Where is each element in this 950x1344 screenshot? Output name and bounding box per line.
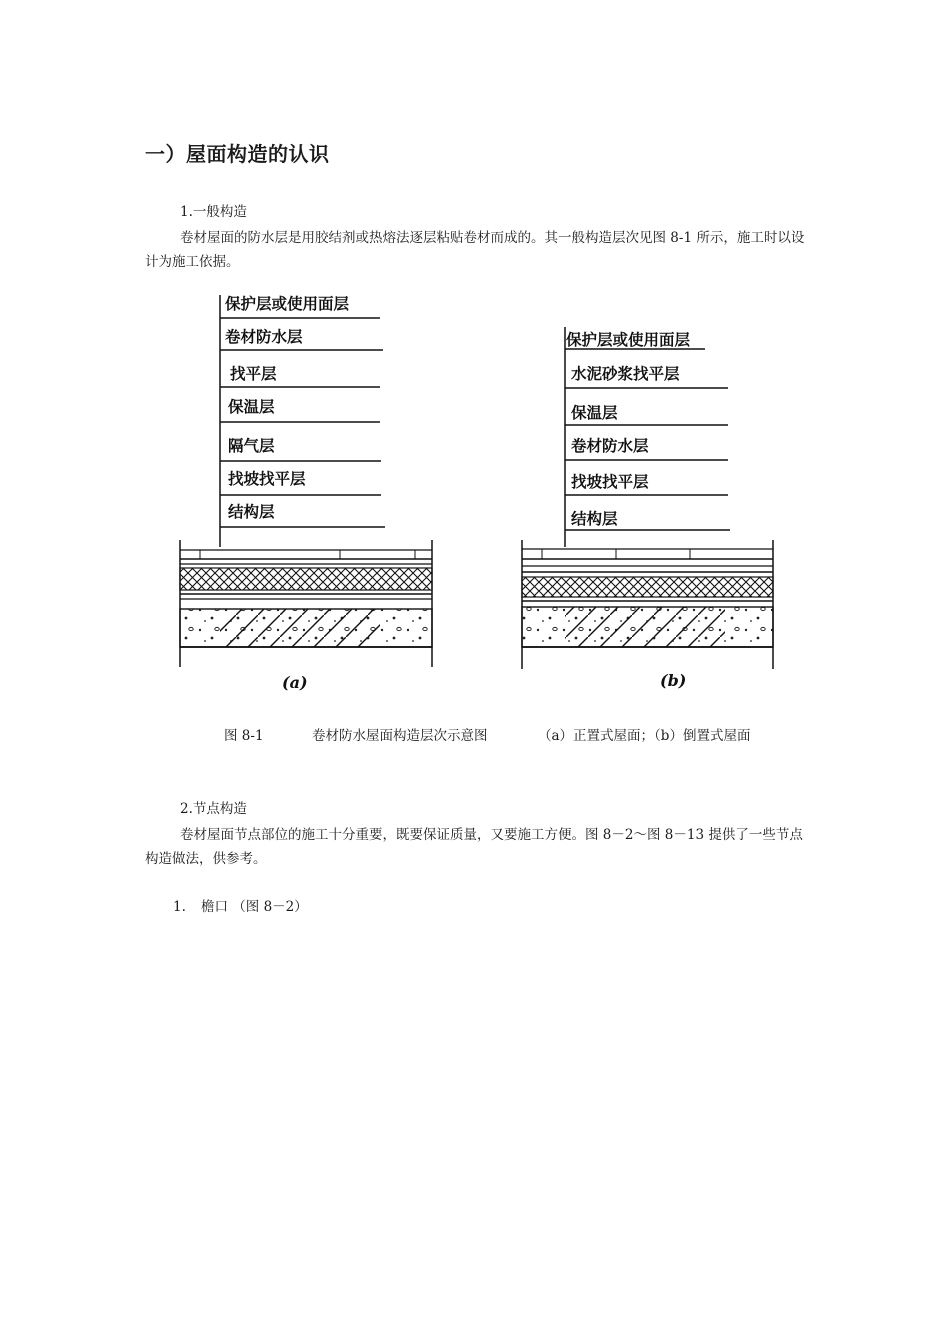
layer-a-5: 隔气层 (228, 437, 275, 455)
roof-layers-figure (170, 285, 790, 705)
layer-a-6: 找坡找平层 (228, 470, 306, 488)
layer-b-1: 保护层或使用面层 (566, 331, 691, 349)
layer-a-1: 保护层或使用面层 (225, 295, 350, 313)
layer-b-2: 水泥砂浆找平层 (571, 365, 680, 383)
layer-a-4: 保温层 (228, 398, 275, 416)
label-a: (a) (282, 673, 308, 692)
section-title: 一）屋面构造的认识 (145, 142, 330, 166)
label-b: (b) (660, 671, 687, 690)
section1-paragraph: 卷材屋面的防水层是用胶结剂或热熔法逐层粘贴卷材而成的。其一般构造层次见图 8-1 所示，施工时以设计为施工依据。 (145, 230, 805, 270)
layer-b-4: 卷材防水层 (571, 437, 649, 455)
layer-b-6: 结构层 (571, 510, 618, 528)
section1-heading: 1.一般构造 (180, 204, 247, 220)
caption-figure-number: 图 8-1 (224, 728, 264, 744)
layer-a-3: 找平层 (230, 365, 277, 383)
list-item (173, 895, 308, 919)
list-item-number: 1. (173, 899, 186, 915)
caption-subtitle: （a）正置式屋面；（b）倒置式屋面 (538, 728, 751, 744)
section2-paragraph: 卷材屋面节点部位的施工十分重要，既要保证质量，又要施工方便。图 8－2～图 8－13 提供了一些节点构造做法，供参考。 (145, 827, 803, 867)
diagram-b (522, 327, 773, 690)
layer-b-5: 找坡找平层 (571, 473, 649, 491)
section2-heading: 2.节点构造 (180, 801, 247, 817)
caption-title: 卷材防水屋面构造层次示意图 (312, 728, 488, 744)
layer-b-3: 保温层 (571, 404, 618, 422)
layer-a-2: 卷材防水层 (225, 328, 303, 346)
diagram-a (180, 294, 432, 692)
list-item-text: 檐口 （图 8－2） (201, 899, 308, 915)
layer-a-7: 结构层 (228, 503, 275, 521)
